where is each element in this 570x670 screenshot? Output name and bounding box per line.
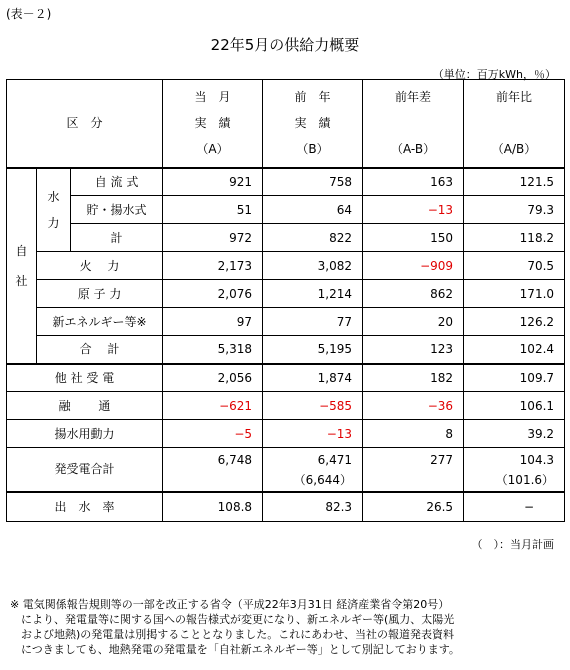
cell-diff: −13 (363, 196, 464, 224)
cell-a: 6,748 (163, 448, 263, 492)
cell-b: 5,195 (263, 336, 363, 364)
footnote-line: により、発電量等に関する国への報告様式が変更になり、新エネルギー等(風力、太陽光 (10, 613, 455, 626)
footnote-line: および地熱)の発電量は別掲することとなりました。これにあわせ、当社の報道発表資料 (10, 628, 454, 641)
footnote-line: ※ 電気関係報告規則等の一部を改正する省令（平成22年3月31日 経済産業省令第20号） (10, 598, 450, 611)
table-row (7, 420, 565, 448)
cell-diff: −36 (363, 392, 464, 420)
cell-ratio: 126.2 (464, 308, 565, 336)
cell-a: 97 (163, 308, 263, 336)
cell-diff: 8 (363, 420, 464, 448)
cell-b: 758 (263, 168, 363, 196)
cell-diff: −909 (363, 252, 464, 280)
row-label: 新エネルギー等※ (37, 308, 163, 336)
cell-ratio: 79.3 (464, 196, 565, 224)
cell-ratio: 109.7 (464, 364, 565, 392)
table-row (7, 224, 565, 252)
cell-b (263, 448, 363, 492)
cell-ratio: 118.2 (464, 224, 565, 252)
cell-diff: 20 (363, 308, 464, 336)
cell-b: 822 (263, 224, 363, 252)
cell-b: 82.3 (263, 492, 363, 522)
header-ratio-line2: （A/B） (491, 142, 537, 156)
table-row (7, 308, 565, 336)
row-label: 計 (71, 224, 163, 252)
cell-ratio: 121.5 (464, 168, 565, 196)
header-prev (263, 80, 363, 168)
row-label: 火 力 (37, 252, 163, 280)
cell-b-actual: 6,471 (317, 453, 353, 467)
cell-ratio: 102.4 (464, 336, 565, 364)
cell-b: −13 (263, 420, 363, 448)
cell-ratio: 39.2 (464, 420, 565, 448)
cell-a: 2,076 (163, 280, 263, 308)
header-ratio-line1: 前年比 (496, 90, 533, 104)
cell-b: 1,874 (263, 364, 363, 392)
cell-diff: 277 (363, 448, 464, 492)
cell-b: 77 (263, 308, 363, 336)
table-row (7, 448, 565, 492)
row-label: 他 社 受 電 (7, 364, 163, 392)
cell-b: −585 (263, 392, 363, 420)
row-label: 合 計 (37, 336, 163, 364)
cell-diff: 26.5 (363, 492, 464, 522)
header-diff-line2: （A-B） (390, 142, 436, 156)
cell-ratio-actual: 104.3 (519, 453, 555, 467)
page-title: 22年5月の供給力概要 (210, 36, 360, 54)
cell-diff: 182 (363, 364, 464, 392)
cell-ratio: 106.1 (464, 392, 565, 420)
footnote-line: につきましても、地熱発電の発電量を「自社新エネルギー等」として別記しております。 (10, 643, 460, 656)
row-label: 出 水 率 (7, 492, 163, 522)
header-prev-line3: （B） (296, 142, 329, 156)
table-row (7, 392, 565, 420)
header-prev-line2: 実 績 (294, 116, 331, 130)
table-row (7, 336, 565, 364)
cell-a: −621 (163, 392, 263, 420)
cell-diff: 123 (363, 336, 464, 364)
cell-ratio (464, 448, 565, 492)
cell-diff: 163 (363, 168, 464, 196)
footnote (10, 597, 560, 657)
cell-diff: 862 (363, 280, 464, 308)
header-category: 区 分 (7, 80, 163, 168)
table-row (7, 252, 565, 280)
row-label: 貯・揚水式 (71, 196, 163, 224)
header-current-line3: （A） (196, 142, 229, 156)
cell-a: 2,173 (163, 252, 263, 280)
row-label: 揚水用動力 (7, 420, 163, 448)
cell-a: 5,318 (163, 336, 263, 364)
header-ratio (464, 80, 565, 168)
group-own (7, 168, 37, 364)
cell-b: 1,214 (263, 280, 363, 308)
group-hydro (37, 168, 71, 252)
cell-ratio: − (464, 492, 565, 522)
header-diff-line1: 前年差 (395, 90, 432, 104)
cell-a: 108.8 (163, 492, 263, 522)
table-row (7, 492, 565, 522)
header-current-line1: 当 月 (194, 90, 231, 104)
row-label: 自 流 式 (71, 168, 163, 196)
table-row (7, 280, 565, 308)
table-row (7, 364, 565, 392)
cell-a: 921 (163, 168, 263, 196)
unit-label: （単位：百万kWh，％） (432, 68, 556, 81)
supply-table (6, 79, 565, 522)
cell-b: 3,082 (263, 252, 363, 280)
cell-diff: 150 (363, 224, 464, 252)
table-row (7, 168, 565, 196)
cell-b: 64 (263, 196, 363, 224)
group-own-label-2: 社 (15, 273, 28, 288)
group-hydro-label-2: 力 (47, 215, 60, 230)
cell-ratio-plan: （101.6） (495, 473, 555, 487)
cell-b-plan: （6,644） (293, 473, 353, 487)
header-prev-line1: 前 年 (294, 90, 331, 104)
table-label: (表－２) (6, 7, 52, 21)
cell-a: 51 (163, 196, 263, 224)
group-own-label-1: 自 (15, 243, 28, 258)
header-diff (363, 80, 464, 168)
cell-a: −5 (163, 420, 263, 448)
row-label: 原 子 力 (37, 280, 163, 308)
cell-a: 972 (163, 224, 263, 252)
group-hydro-label-1: 水 (47, 189, 60, 204)
cell-a: 2,056 (163, 364, 263, 392)
row-label: 融 通 (7, 392, 163, 420)
row-label: 発受電合計 (7, 448, 163, 492)
header-row (7, 80, 565, 168)
table-row (7, 196, 565, 224)
cell-ratio: 70.5 (464, 252, 565, 280)
header-current (163, 80, 263, 168)
header-current-line2: 実 績 (194, 116, 231, 130)
cell-ratio: 171.0 (464, 280, 565, 308)
legend-note: （ ）：当月計画 (471, 538, 554, 551)
